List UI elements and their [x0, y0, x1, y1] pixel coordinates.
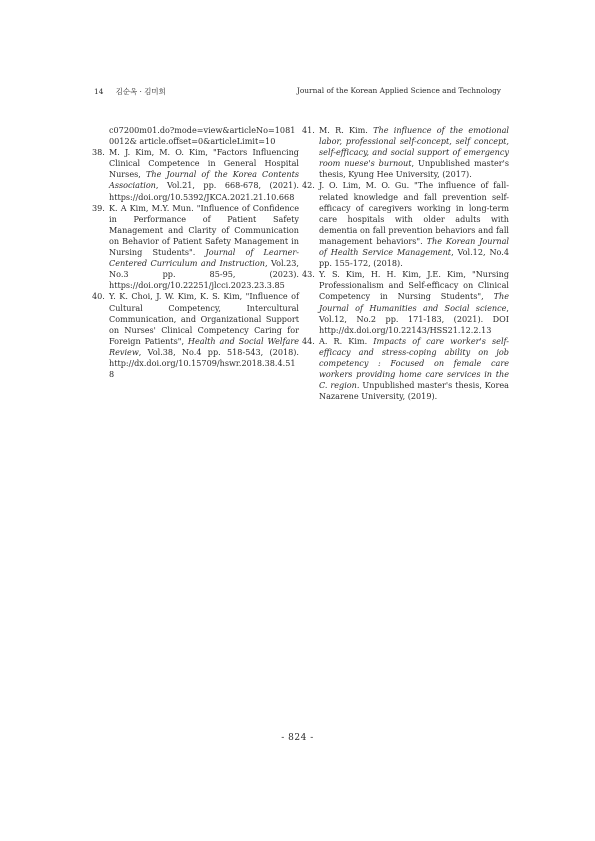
header-left: [94, 86, 166, 97]
reference-number: 42.: [302, 180, 315, 191]
reference-42: [302, 180, 509, 269]
reference-40: [92, 291, 299, 380]
reference-details: , Vol.38, No.4 pp. 518-543, (2018). http://dx.doi.org/10.15709/hswr.2018.38.4.518: [109, 346, 299, 380]
reference-source: The influence of the emotional labor, professional self-concept, self concept, self-efficacy, and social support of emergency room nuese's burnout: [319, 125, 509, 169]
reference-41: [302, 125, 509, 180]
reference-text: [319, 125, 509, 180]
reference-number: 41.: [302, 125, 315, 135]
reference-source: The Journal of the Korea Contents Association: [109, 169, 299, 191]
reference-details: , Vol.12, No.4 pp. 155-172, (2018).: [319, 247, 509, 269]
reference-details: , Vol.21, pp. 668-678, (2021). https://doi.org/10.5392/JKCA.2021.21.10.668: [109, 180, 299, 202]
reference-43: [302, 269, 509, 336]
reference-text: [109, 147, 299, 202]
reference-39: [92, 203, 299, 292]
reference-details: , Unpublished master's thesis, Kyung Hee University, (2017).: [319, 158, 509, 180]
reference-authors-title: K. A Kim, M.Y. Mun. "Influence of Confidence in Performance of Patient Safety Management and Clarity of Communication on Behavior of Patient Safety Management in Nursing Students".: [109, 202, 299, 258]
reference-authors-title: Y. K. Choi, J. W. Kim, K. S. Kim, "Influence of Cultural Competency, Intercultural Communication, and Organizational Support on Nurses' Clinical Competency Caring for Foreign Patients",: [109, 291, 299, 346]
page-footer-number: - 824 -: [281, 733, 314, 743]
right-column: [302, 125, 509, 402]
header-authors: 김순옥 · 김미희: [115, 87, 166, 96]
running-header: [94, 86, 501, 98]
reference-authors-title: M. J. Kim, M. O. Kim, "Factors Influencing Clinical Competence in General Hospital Nurses,: [109, 147, 299, 180]
reference-authors-title: Y. S. Kim, H. H. Kim, J.E. Kim, "Nursing Professionalism and Self-efficacy on Clinical Competency in Nursing Students",: [319, 269, 509, 302]
reference-number: 38.: [92, 147, 105, 158]
reference-text: [109, 203, 299, 292]
reference-authors-title: A. R. Kim.: [319, 335, 374, 346]
reference-authors-title: M. R. Kim.: [319, 125, 374, 135]
reference-details: , Vol.23, No.3 pp. 85-95, (2023). https://doi.org/10.22251/jlcci.2023.23.3.85: [109, 258, 300, 291]
reference-source: The Korean Journal of Health Service Management: [319, 235, 509, 258]
reference-number: 44.: [302, 335, 315, 346]
reference-text: [109, 291, 299, 380]
reference-source: Impacts of care worker's self-efficacy and stress-coping ability on job competency : Focused on female care workers providing home care services in the C. region: [319, 335, 509, 391]
reference-38: [92, 147, 299, 202]
reference-source: Health and Social Welfare Review: [109, 335, 299, 357]
header-page-number: 14: [94, 87, 104, 96]
reference-text: [319, 336, 509, 403]
left-column: [92, 125, 299, 380]
reference-source: Journal of Learner-Centered Curriculum and Instruction: [109, 247, 299, 269]
reference-number: 39.: [92, 202, 105, 213]
reference-44: [302, 336, 509, 403]
reference-authors-title: J. O. Lim, M. O. Gu. "The influence of fall-related knowledge and fall prevention self-efficacy of caregivers working in long-term care hospitals with older adults with dementia on fall prevention behaviors and fall management behaviors".: [319, 180, 509, 246]
reference-details: . Unpublished master's thesis, Korea Nazarene University, (2019).: [319, 380, 509, 402]
reference-source: The Journal of Humanities and Social science: [319, 291, 509, 313]
reference-number: 43.: [302, 269, 315, 280]
reference-details: , Vol.12, No.2 pp. 171-183, (2021). DOI http://dx.doi.org/10.22143/HSS21.12.2.13: [319, 302, 509, 335]
reference-text: [319, 269, 509, 336]
reference-number: 40.: [92, 291, 105, 302]
reference-text: [319, 180, 509, 269]
reference-continuation: c07200m01.do?mode=view&articleNo=10810012& article.offset=0&articleLimit=10: [109, 125, 296, 147]
header-journal-title: Journal of the Korean Applied Science and Technology: [296, 86, 501, 95]
